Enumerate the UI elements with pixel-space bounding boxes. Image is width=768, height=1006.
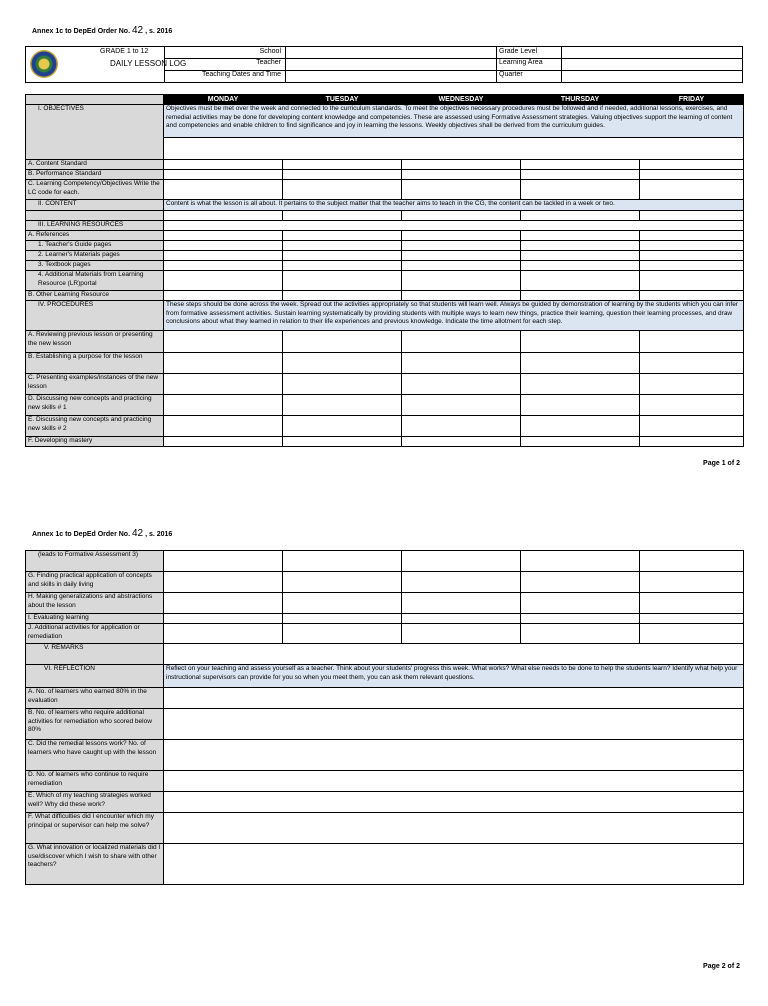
- procedure-j-label: J. Additional activities for application or remediation: [26, 624, 164, 644]
- reflection-label: VI. REFLECTION: [26, 665, 164, 688]
- procedure-f-continued-label: (leads to Formative Assessment 3): [26, 551, 164, 572]
- learning-competency-label: C. Learning Competency/Objectives Write the LC code for each.: [26, 180, 164, 200]
- day-wednesday: WEDNESDAY: [402, 95, 521, 105]
- reflection-g-label: G. What innovation or localized materials did I use/discover which I wish to share with other teachers?: [26, 844, 164, 885]
- procedures-label: IV. PROCEDURES: [26, 301, 164, 331]
- reflection-c-label: C. Did the remedial lessons work? No. of learners who have caught up with the lesson: [26, 740, 164, 771]
- lesson-log-header: [25, 46, 743, 83]
- content-label: II. CONTENT: [26, 200, 164, 211]
- learning-area-label: Learning Area: [499, 59, 543, 66]
- additional-materials-label: 4. Additional Materials from Learning Resource (LR)portal: [26, 271, 164, 291]
- quarter-label: Quarter: [499, 71, 523, 78]
- day-monday: MONDAY: [164, 95, 283, 105]
- procedure-c-label: C. Presenting examples/instances of the new lesson: [26, 374, 164, 395]
- other-resource-label: B. Other Learning Resource: [26, 291, 164, 301]
- content-standard-label: A. Content Standard: [26, 160, 164, 170]
- lesson-log-table-page1: [25, 94, 744, 447]
- deped-seal-icon: [30, 50, 58, 78]
- reflection-f-label: F. What difficulties did I encounter which my principal or supervisor can help me solve?: [26, 813, 164, 844]
- procedure-f-label: F. Developing mastery: [26, 437, 164, 447]
- day-tuesday: TUESDAY: [283, 95, 402, 105]
- reflection-b-label: B. No. of learners who require additional activities for remediation who scored below 80%: [26, 709, 164, 740]
- dates-label: Teaching Dates and Time: [202, 71, 281, 78]
- procedure-h-label: H. Making generalizations and abstractions about the lesson: [26, 593, 164, 614]
- objectives-note: Objectives must be met over the week and connected to the curriculum standards. To meet the objectives necessary procedures must be followed and if needed, additional lessons, exercises, and remedial activities may be done for developing content knowledge and competencies. These are assessed using Formative Assessment strategies. Valuing objectives support the learning of content and competencies and enable children to find significance and joy in learning the lessons. Weekly objectives shall be derived from the curriculum guides.: [164, 105, 744, 138]
- grade-range: GRADE 1 to 12: [100, 48, 149, 55]
- teachers-guide-label: 1. Teacher's Guide pages: [26, 241, 164, 251]
- page-number-1: Page 1 of 2: [703, 460, 740, 467]
- day-thursday: THURSDAY: [521, 95, 640, 105]
- performance-standard-label: B. Performance Standard: [26, 170, 164, 180]
- school-label: School: [259, 48, 281, 55]
- log-title: DAILY LESSON LOG: [110, 59, 187, 68]
- content-note: Content is what the lesson is all about. It pertains to the subject matter that the teacher aims to teach in the CG, the content can be tackled in a week or two.: [164, 200, 744, 211]
- remarks-label: V. REMARKS: [26, 644, 164, 665]
- reflection-e-label: E. Which of my teaching strategies worked well? Why did these work?: [26, 792, 164, 813]
- procedure-a-label: A. Reviewing previous lesson or presenting the new lesson: [26, 331, 164, 353]
- textbook-pages-label: 3. Textbook pages: [26, 261, 164, 271]
- procedures-note: These steps should be done across the week. Spread out the activities appropriately so that students will learn well. Always be guided by demonstration of learning by the students which you can infer from formative assessment activities. Sustain learning systematically by providing students with multiple ways to learn new things, practice their learning, question their learning processes, and draw conclusions about what they learned in relation to their life experiences and previous knowledge. Indicate the time allotment for each step.: [164, 301, 744, 331]
- teacher-label: Teacher: [256, 59, 281, 66]
- reflection-a-label: A. No. of learners who earned 80% in the evaluation: [26, 688, 164, 709]
- grade-level-label: Grade Level: [499, 48, 538, 55]
- procedure-g-label: G. Finding practical application of concepts and skills in daily living: [26, 572, 164, 593]
- objectives-label: I. OBJECTIVES: [26, 105, 164, 160]
- procedure-e-label: E. Discussing new concepts and practicing new skills # 2: [26, 416, 164, 437]
- page-number-2: Page 2 of 2: [703, 963, 740, 970]
- reflection-d-label: D. No. of learners who continue to require remediation: [26, 771, 164, 792]
- procedure-i-label: I. Evaluating learning: [26, 614, 164, 624]
- procedure-b-label: B. Establishing a purpose for the lesson: [26, 353, 164, 374]
- procedure-d-label: D. Discussing new concepts and practicing new skills # 1: [26, 395, 164, 416]
- annex-reference-page2: Annex 1c to DepEd Order No. 42 , s. 2016: [32, 528, 173, 539]
- reflection-note: Reflect on your teaching and assess yourself as a teacher. Think about your students' progress this week. What works? What else needs to be done to help the students learn? Identify what help your instructional supervisors can provide for you so when you meet them, you can ask them relevant questions.: [164, 665, 744, 688]
- lesson-log-table-page2: [25, 550, 744, 885]
- day-friday: FRIDAY: [640, 95, 744, 105]
- learners-materials-label: 2. Learner's Materials pages: [26, 251, 164, 261]
- annex-reference: Annex 1c to DepEd Order No. 42 , s. 2016: [32, 25, 173, 36]
- learning-resources-label: III. LEARNING RESOURCES: [26, 221, 164, 231]
- references-label: A. References: [26, 231, 164, 241]
